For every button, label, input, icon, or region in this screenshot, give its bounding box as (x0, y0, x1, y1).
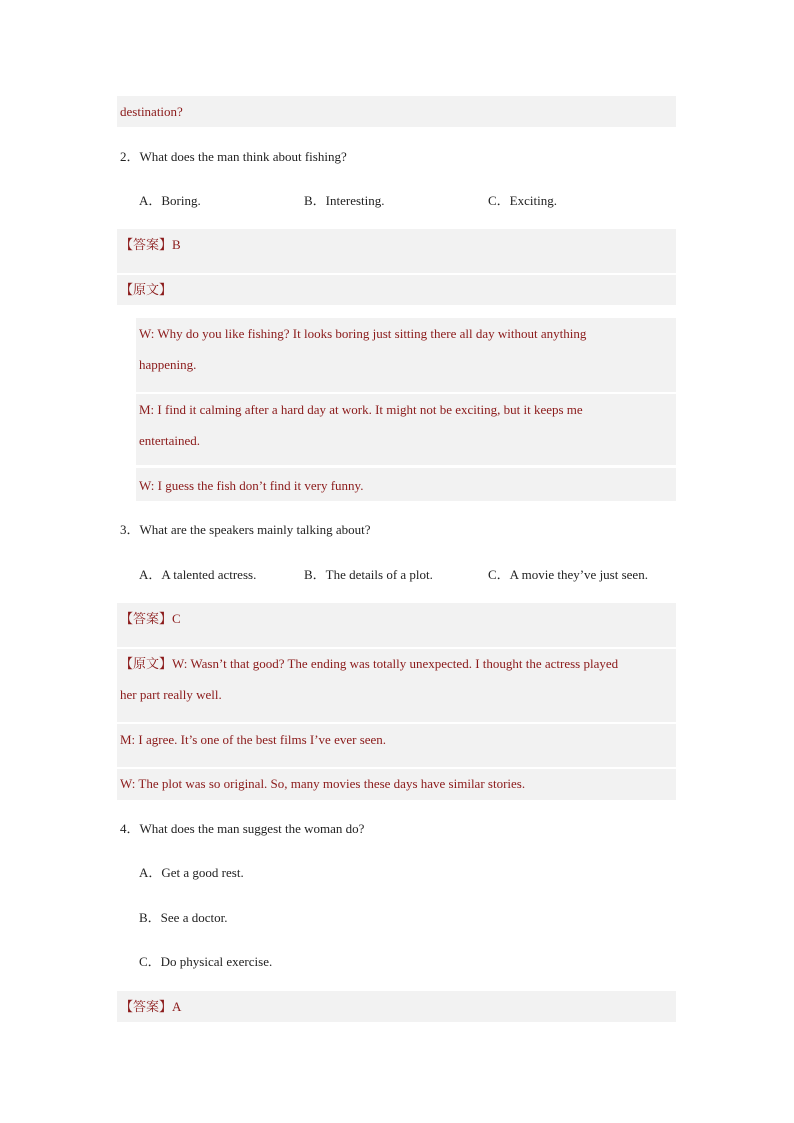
q4-option-b: B．See a doctor. (139, 910, 228, 925)
q3-transcript-line-4: W: The plot was so original. So, many movies these days have similar stories. (120, 776, 526, 791)
transcript-text: W: Wasn’t that good? The ending was totally unexpected. I thought the actress played (172, 656, 619, 671)
question-2: 2．What does the man think about fishing? (120, 149, 347, 164)
q4-option-c: C．Do physical exercise. (139, 954, 273, 969)
answer-value: A (172, 999, 182, 1014)
q2-transcript-line-3: M: I find it calming after a hard day at work. It might not be exciting, but it keeps me (139, 402, 583, 417)
q3-transcript-line-1 (120, 656, 618, 672)
q3-option-b: B．The details of a plot. (304, 567, 433, 582)
intro-tail: destination? (120, 104, 183, 119)
q4-answer (120, 999, 181, 1015)
answer-label: 【答案】 (120, 999, 173, 1014)
intro-shade (117, 96, 676, 127)
question-4: 4．What does the man suggest the woman do? (120, 821, 365, 836)
q2-answer (120, 237, 181, 253)
q3-answer-shade (117, 603, 676, 647)
q2-option-a: A．Boring. (139, 193, 201, 208)
answer-label: 【答案】 (120, 611, 173, 626)
q2-transcript-line-1: W: Why do you like fishing? It looks boring just sitting there all day without anything (139, 326, 587, 341)
question-3: 3．What are the speakers mainly talking about? (120, 522, 371, 537)
q2-transcript-line-2: happening. (139, 357, 197, 372)
q2-transcript-line-4: entertained. (139, 433, 200, 448)
q3-transcript-line-2: her part really well. (120, 687, 222, 702)
q2-option-c: C．Exciting. (488, 193, 557, 208)
q4-answer-shade (117, 991, 676, 1022)
q3-option-c: C．A movie they’ve just seen. (488, 567, 648, 582)
transcript-label: 【原文】 (120, 656, 173, 671)
answer-value: B (172, 237, 181, 252)
q4-option-a: A．Get a good rest. (139, 865, 244, 880)
q3-transcript-line-3: M: I agree. It’s one of the best films I’ve ever seen. (120, 732, 387, 747)
q2-answer-shade (117, 229, 676, 273)
q2-transcript-label: 【原文】 (120, 282, 173, 297)
answer-label: 【答案】 (120, 237, 173, 252)
answer-value: C (172, 611, 181, 626)
q2-transcript-line-5: W: I guess the fish don’t find it very funny. (139, 478, 364, 493)
q3-answer (120, 611, 181, 627)
q3-option-a: A．A talented actress. (139, 567, 257, 582)
q2-option-b: B．Interesting. (304, 193, 385, 208)
q2-transcript-label-shade (117, 275, 676, 305)
